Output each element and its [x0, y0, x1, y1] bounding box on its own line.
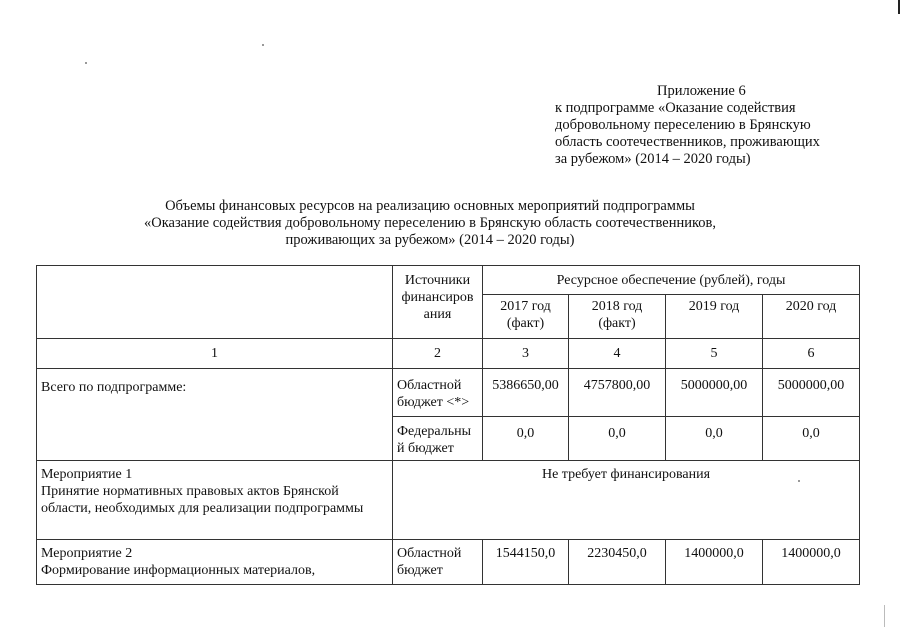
scan-edge-mark: [898, 0, 900, 14]
column-number: 5: [666, 339, 763, 369]
title-line: «Оказание содействия добровольному переселению в Брянскую область соотечественников,: [143, 215, 717, 231]
appendix-line: к подпрограмме «Оказание содействия: [555, 100, 796, 116]
column-number: 6: [763, 339, 860, 369]
header-resources: Ресурсное обеспечение (рублей), годы: [483, 266, 860, 295]
value-cell: 0,0: [569, 417, 666, 461]
document-title: [130, 198, 730, 249]
measure-title: Мероприятие 2: [41, 546, 133, 561]
funding-source: Областной бюджет <*>: [393, 369, 483, 417]
value-cell: 1400000,0: [763, 540, 860, 585]
scan-edge-mark: [884, 605, 885, 627]
header-year: 2020 год: [763, 295, 860, 339]
appendix-note: [555, 83, 875, 168]
funding-source: Областной бюджет: [393, 540, 483, 585]
value-cell: 5000000,00: [666, 369, 763, 417]
table-row: [37, 369, 860, 417]
financing-table: [36, 265, 860, 585]
appendix-line: добровольному переселению в Брянскую: [555, 117, 811, 133]
title-line: проживающих за рубежом» (2014 – 2020 годы): [285, 232, 575, 248]
value-cell: 0,0: [483, 417, 569, 461]
header-year: 2017 год (факт): [483, 295, 569, 339]
measure-cell: [37, 461, 393, 540]
no-funding-note: Не требует финансирования: [393, 461, 860, 540]
funding-source: Федеральны й бюджет: [393, 417, 483, 461]
table-row: [37, 540, 860, 585]
total-label: Всего по подпрограмме:: [37, 369, 393, 461]
value-cell: 1544150,0: [483, 540, 569, 585]
column-number: 1: [37, 339, 393, 369]
table-row: [37, 461, 860, 540]
measure-description: Принятие нормативных правовых актов Брянской области, необходимых для реализации подпрограммы: [41, 484, 364, 516]
measure-title: Мероприятие 1: [41, 467, 133, 482]
table-header-row: [37, 266, 860, 295]
header-year: 2019 год: [666, 295, 763, 339]
header-sources: Источники финансиров ания: [393, 266, 483, 339]
value-cell: 0,0: [763, 417, 860, 461]
column-number: 3: [483, 339, 569, 369]
value-cell: 4757800,00: [569, 369, 666, 417]
appendix-heading: Приложение 6: [657, 83, 746, 99]
scan-speck: [262, 44, 264, 46]
header-empty-cell: [37, 266, 393, 339]
value-cell: 1400000,0: [666, 540, 763, 585]
measure-description: Формирование информационных материалов,: [41, 563, 316, 578]
column-number: 2: [393, 339, 483, 369]
appendix-line: область соотечественников, проживающих: [555, 134, 820, 150]
value-cell: 2230450,0: [569, 540, 666, 585]
value-cell: 5000000,00: [763, 369, 860, 417]
scan-speck: [85, 62, 87, 64]
value-cell: 0,0: [666, 417, 763, 461]
title-line: Объемы финансовых ресурсов на реализацию основных мероприятий подпрограммы: [165, 198, 695, 214]
header-year: 2018 год (факт): [569, 295, 666, 339]
column-number: 4: [569, 339, 666, 369]
column-number-row: [37, 339, 860, 369]
appendix-line: за рубежом» (2014 – 2020 годы): [555, 151, 751, 167]
value-cell: 5386650,00: [483, 369, 569, 417]
measure-cell: [37, 540, 393, 585]
